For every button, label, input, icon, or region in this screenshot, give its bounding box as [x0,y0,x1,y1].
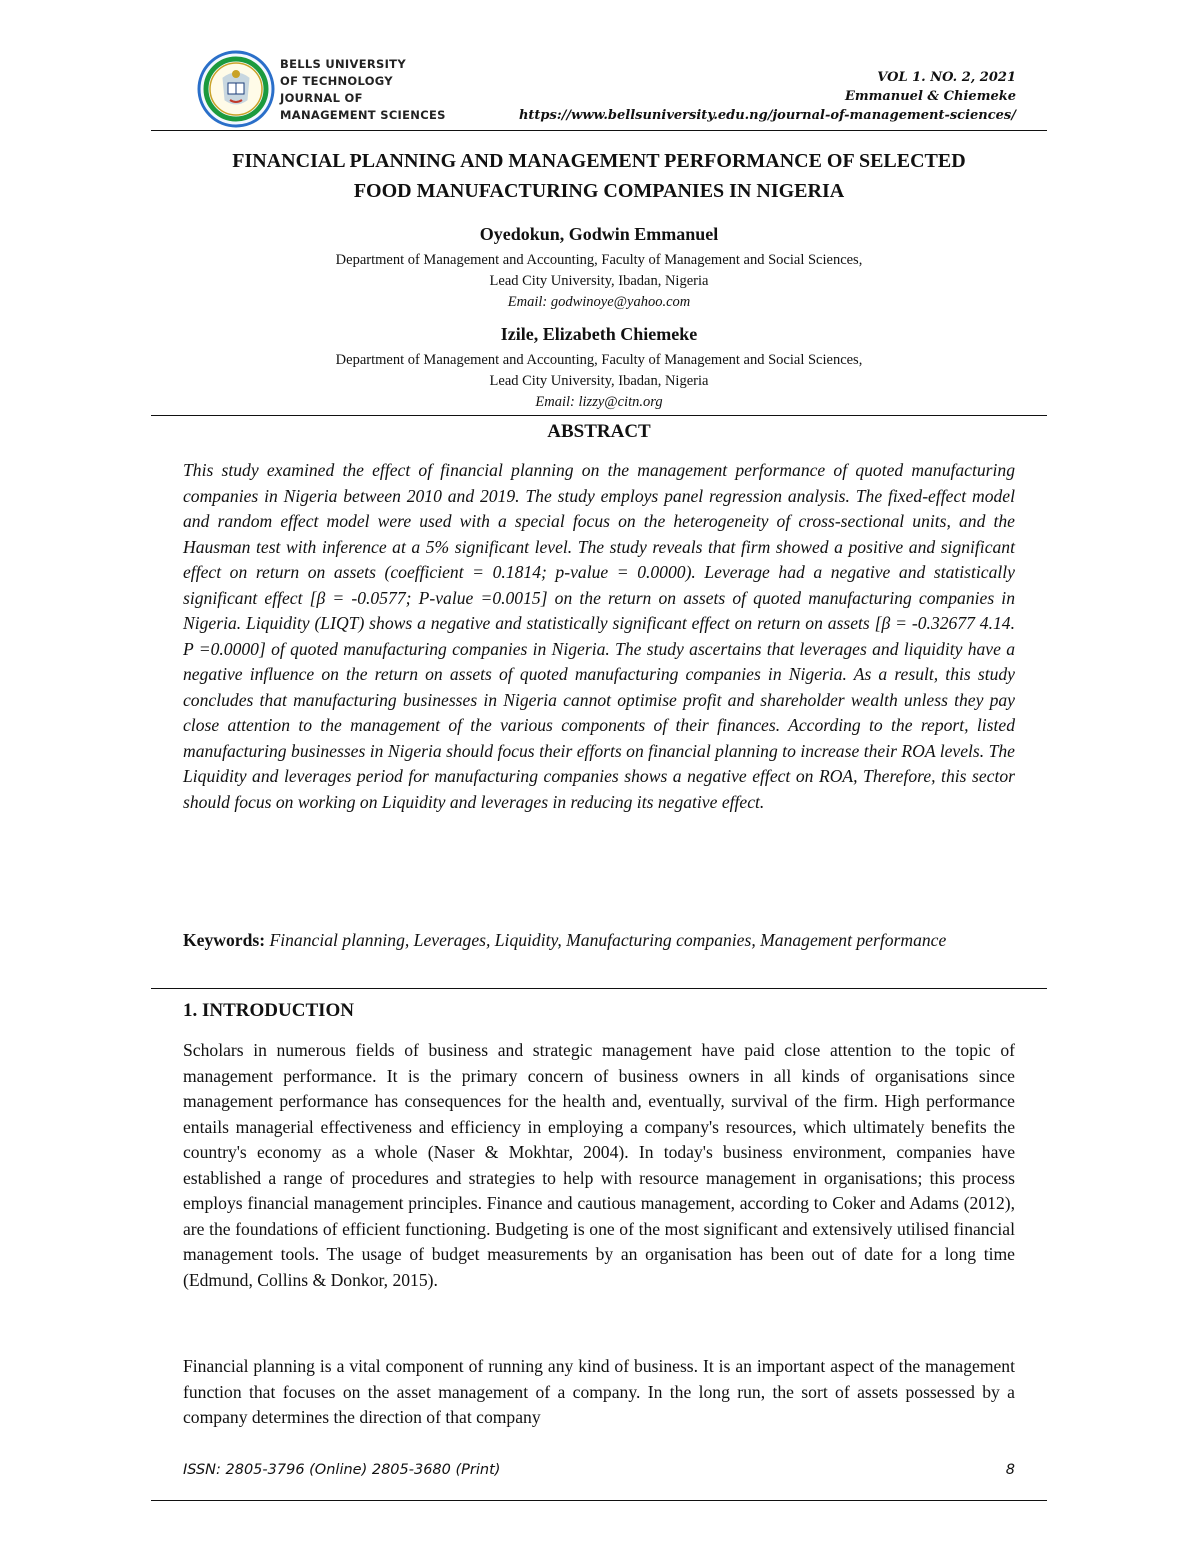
author-email[interactable]: Email: lizzy@citn.org [535,394,663,410]
paper-title [151,146,1047,206]
author-affiliation: Department of Management and Accounting, Faculty of Management and Social Sciences, [335,252,863,268]
body-paragraph: Scholars in numerous fields of business and strategic management have paid close attention to the topic of management performance. It is the primary concern of business owners in all kinds of organisations since management performance has consequences for the health and, eventually, survival of the firm. High performance entails managerial effectiveness and efficiency in employing a company's resources, which ultimately benefits the country's economy as a whole (Naser & Mokhtar, 2004). In today's business environment, companies have established a range of procedures and strategies to help with resource management in organisations; this process employs financial management principles. Finance and cautious management, according to Coker and Adams (2012), are the foundations of efficient functioning. Budgeting is one of the most significant and extensively utilised financial management tools. The usage of budget measurements by an organisation has been out of date for a long time (Edmund, Collins & Donkor, 2015). [183,1040,1015,1290]
body-paragraph: Financial planning is a vital component of running any kind of business. It is an important aspect of the management function that focuses on the asset management of a company. In the long run, the sort of assets possessed by a company determines the direction of that company [183,1356,1015,1427]
author-affiliation: Department of Management and Accounting, Faculty of Management and Social Sciences, [335,352,863,368]
journal-name-line: OF TECHNOLOGY [280,74,393,88]
abstract-bottom-divider [151,988,1047,989]
journal-name [280,56,446,124]
abstract-text: This study examined the effect of financial planning on the management performance of quoted manufacturing companies in Nigeria between 2010 and 2019. The study employs panel regression analysis. The fixed-effect model and random effect model were used with a special focus on the heterogeneity of cross-sectional units, and the Hausman test with inference at a 5% significant level. The study reveals that firm showed a positive and significant effect on return on assets (coefficient = 0.1814; p-value = 0.0000). Leverage had a negative and statistically significant effect [β = -0.0577; P-value =0.0015] on the return on assets of quoted manufacturing companies in Nigeria. Liquidity (LIQT) shows a negative and statistically significant effect on return on assets [β = -0.32677 4.14. P =0.0000] of quoted manufacturing companies in Nigeria. The study ascertains that leverages and liquidity have a negative influence on the return on assets of quoted manufacturing companies in Nigeria. As a result, this study concludes that manufacturing businesses in Nigeria cannot optimise profit and shareholder wealth unless they pay close attention to the management of the various components of their finances. According to the report, listed manufacturing businesses in Nigeria should focus their efforts on financial planning to increase their ROA levels. The Liquidity and leverages period for manufacturing companies shows a negative effect on ROA, Therefore, this sector should focus on working on Liquidity and leverages in reducing its negative effect. [183,460,1015,812]
volume-label: VOL 1. NO. 2, 2021 [877,70,1016,85]
university-crest-icon [197,50,275,128]
journal-url[interactable]: https://www.bellsuniversity.edu.ng/journal-of-management-sciences/ [518,108,1016,123]
author-name: Oyedokun, Godwin Emmanuel [479,224,719,244]
journal-name-line: JOURNAL OF [280,91,363,105]
journal-name-line: BELLS UNIVERSITY [280,57,406,71]
keywords [183,928,1015,954]
short-authors: Emmanuel & Chiemeke [844,89,1016,104]
journal-name-line: MANAGEMENT SCIENCES [280,108,446,122]
author-email[interactable]: Email: godwinoye@yahoo.com [507,294,691,310]
author-block [151,221,1047,313]
keywords-text: Financial planning, Leverages, Liquidity, Manufacturing companies, Management performance [269,930,947,950]
page-number: 8 [1005,1462,1015,1478]
running-header [519,68,1016,125]
author-name: Izile, Elizabeth Chiemeke [500,324,698,344]
title-line: FINANCIAL PLANNING AND MANAGEMENT PERFORMANCE OF SELECTED [232,150,966,172]
abstract-top-divider [151,415,1047,416]
keywords-label: Keywords: [183,930,266,950]
footer-divider [151,1500,1047,1501]
author-block [151,321,1047,413]
section-heading: 1. INTRODUCTION [183,1000,355,1021]
header-divider [151,130,1047,131]
author-affiliation: Lead City University, Ibadan, Nigeria [489,373,709,389]
abstract-heading: ABSTRACT [547,421,651,442]
title-line: FOOD MANUFACTURING COMPANIES IN NIGERIA [353,180,845,202]
issn-footer: ISSN: 2805-3796 (Online) 2805-3680 (Print) [183,1462,501,1478]
author-affiliation: Lead City University, Ibadan, Nigeria [489,273,709,289]
